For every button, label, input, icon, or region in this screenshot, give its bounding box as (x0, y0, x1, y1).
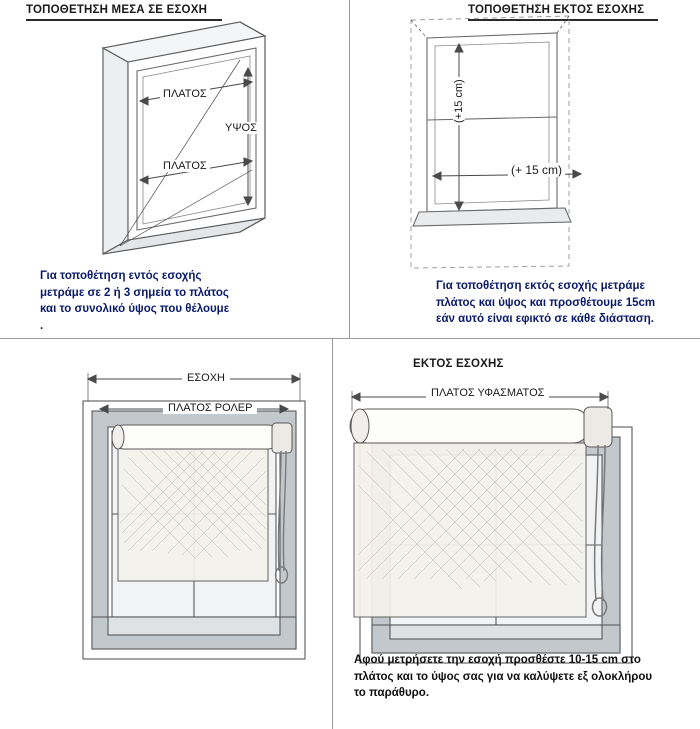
label-height: ΥΨΟΣ (222, 122, 260, 134)
label-width-bottom: ΠΛΑΤΟΣ (160, 160, 210, 172)
label-roller-width: ΠΛΑΤΟΣ ΡΟΛΕΡ (163, 402, 257, 414)
caption-bottom-right: Αφού μετρήσετε την εσοχή προσθέστε 10-15 cm στο πλάτος και το ύψος σας για να καλύψετε εξ ολοκλήρου το παράθυρο. (354, 654, 653, 700)
panel-title-bottom-right: ΕΚΤΟΣ ΕΣΟΧΗΣ (413, 358, 504, 370)
bottom-left-illustration (0, 339, 332, 729)
label-vertical-add: (+15 cm) (453, 79, 465, 123)
label-horizontal-add: (+ 15 cm) (508, 163, 565, 177)
caption-top-right: Για τοποθέτηση εκτός εσοχής μετράμε πλάτος και ύψος και προσθέτουμε 15cm εάν αυτό είναι εφικτό σε κάθε διάσταση. (436, 280, 656, 326)
panel-title-top-left: ΤΟΠΟΘΕΤΗΣΗ ΜΕΣΑ ΣΕ ΕΣΟΧΗ (26, 4, 208, 16)
panel-title-top-right: ΤΟΠΟΘΕΤΗΣΗ ΕΚΤΟΣ ΕΣΟΧΗΣ (468, 4, 645, 16)
label-width-top: ΠΛΑΤΟΣ (160, 88, 210, 100)
label-recess: ΕΣΟΧΗ (182, 372, 230, 384)
caption-top-left: Για τοποθέτηση εντός εσοχής μετράμε σε 2 ή 3 σημεία το πλάτος και το συνολικό ύψος που θέλουμε . (40, 270, 230, 333)
label-fabric-width: ΠΛΑΤΟΣ ΥΦΑΣΜΑΤΟΣ (426, 387, 549, 399)
